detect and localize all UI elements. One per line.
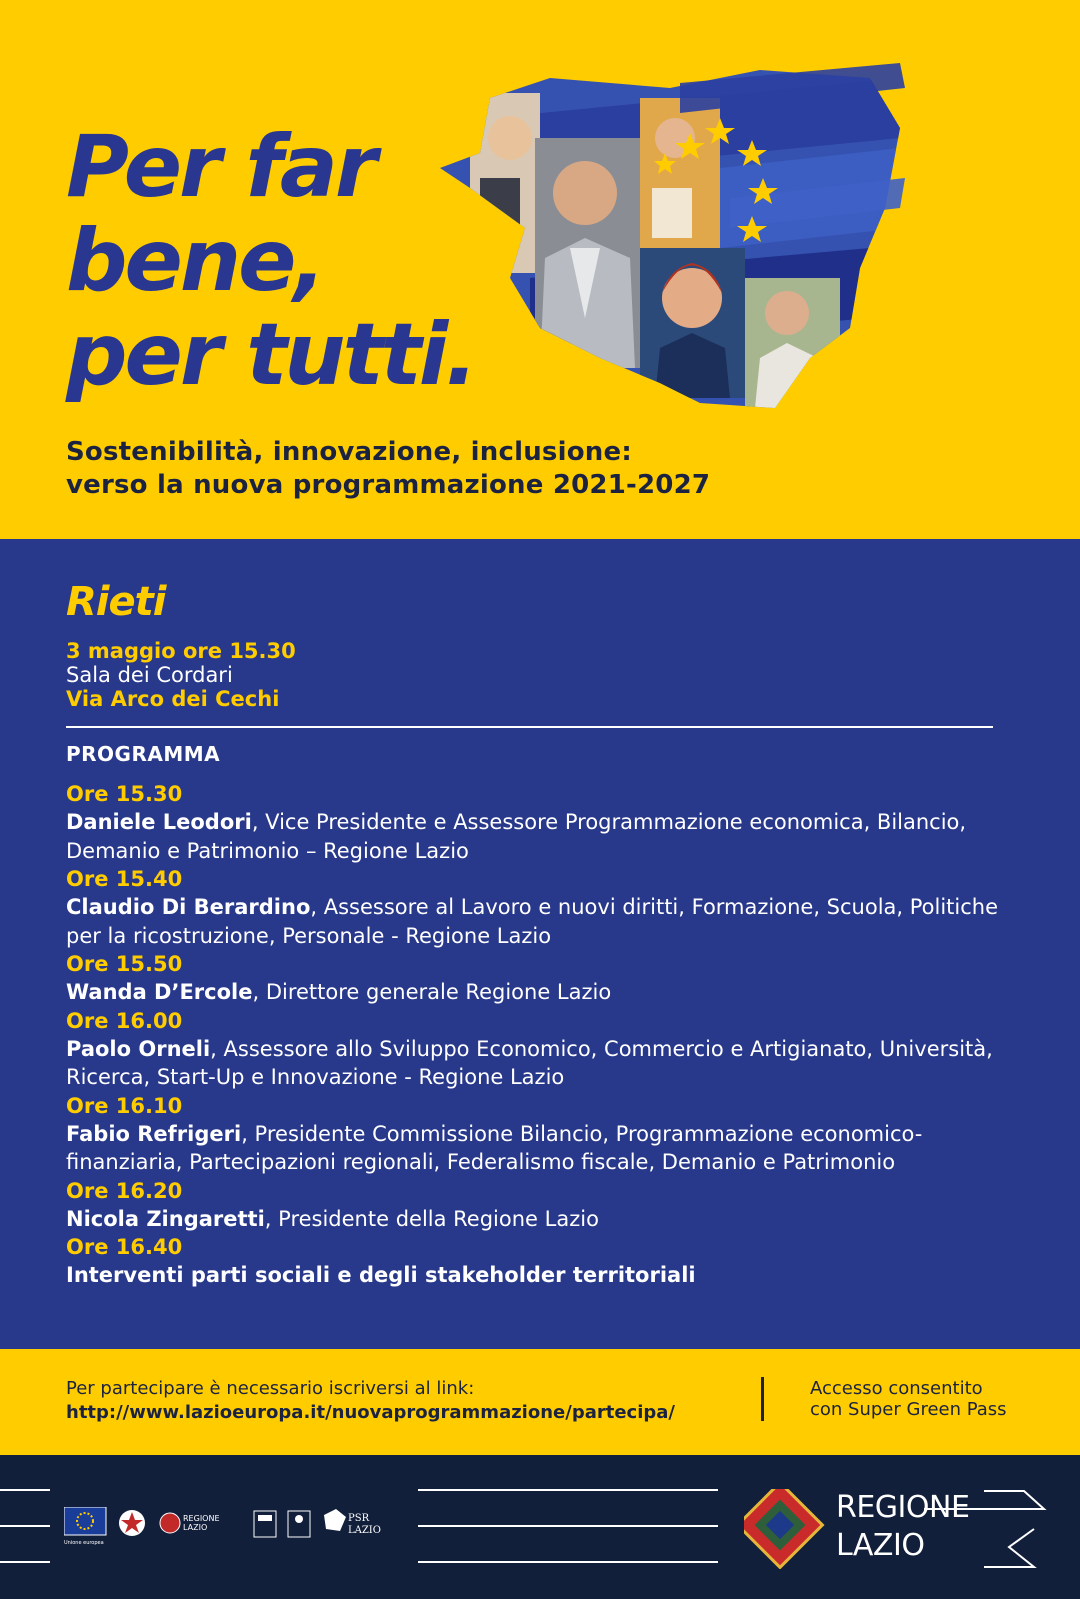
event-date-time: 3 maggio ore 15.30 bbox=[66, 639, 296, 663]
headline-line-2: bene, bbox=[66, 211, 324, 311]
event-city: Rieti bbox=[66, 579, 166, 625]
program-item bbox=[66, 1092, 1006, 1177]
partner-logos bbox=[64, 1507, 414, 1547]
subtitle bbox=[66, 436, 710, 502]
brand-lazio: LAZIO bbox=[836, 1528, 925, 1563]
footer-line bbox=[418, 1561, 718, 1563]
event-venue: Sala dei Cordari bbox=[66, 663, 233, 687]
program-item bbox=[66, 1007, 1006, 1092]
access-line-2: con Super Green Pass bbox=[810, 1399, 1007, 1420]
photo-collage bbox=[430, 58, 910, 423]
por-logo-icon bbox=[288, 1511, 310, 1537]
footer-line bbox=[418, 1525, 718, 1527]
program-item bbox=[66, 1233, 1006, 1290]
program-item bbox=[66, 950, 1006, 1007]
svg-text:LAZIO: LAZIO bbox=[348, 1525, 381, 1536]
regione-lazio-small-logo bbox=[160, 1513, 220, 1533]
speaker-name: Claudio Di Berardino bbox=[66, 895, 311, 919]
speaker-name: Interventi parti sociali e degli stakeholder territoriali bbox=[66, 1263, 696, 1287]
event-address: Via Arco dei Cechi bbox=[66, 687, 280, 711]
speaker-role: , Assessore allo Sviluppo Economico, Commercio e Artigianato, Università, Ricerca, Start-Up e Innovazione - Regione Lazio bbox=[66, 1036, 993, 1089]
program-item bbox=[66, 865, 1006, 950]
speaker-role: , Assessore al Lavoro e nuovi diritti, Formazione, Scuola, Politiche per la ricostruzione, Personale - Regione Lazio bbox=[66, 895, 999, 948]
registration-link[interactable]: http://www.lazioeuropa.it/nuovaprogrammazione/partecipa/ bbox=[66, 1402, 675, 1423]
speaker-role: , Direttore generale Regione Lazio bbox=[252, 980, 612, 1004]
program-time: Ore 15.40 bbox=[66, 867, 183, 891]
program-time: Ore 15.30 bbox=[66, 782, 183, 806]
program-title: PROGRAMMA bbox=[66, 742, 221, 766]
program-time: Ore 16.20 bbox=[66, 1178, 183, 1203]
svg-text:REGIONE: REGIONE bbox=[183, 1514, 220, 1523]
divider bbox=[66, 726, 993, 728]
hero-section bbox=[0, 0, 1080, 539]
eu-caption: Unione europea bbox=[64, 1540, 104, 1546]
speaker-name: Paolo Orneli bbox=[66, 1036, 211, 1061]
speaker-role: , Vice Presidente e Assessore Programmazione economica, Bilancio, Demanio e Patrimonio – Regione Lazio bbox=[66, 810, 967, 863]
footer-line bbox=[418, 1489, 718, 1491]
footer-line bbox=[0, 1561, 50, 1563]
speaker-role: , Presidente Commissione Bilancio, Programmazione economico-finanziaria, Partecipazioni regionali, Federalismo fiscale, Demanio e Patrimonio bbox=[66, 1121, 923, 1174]
brand-regione: REGIONE bbox=[836, 1490, 970, 1525]
eu-flag-icon bbox=[64, 1507, 106, 1546]
headline bbox=[66, 117, 475, 405]
psr-lazio-logo bbox=[324, 1509, 381, 1536]
vertical-separator bbox=[761, 1377, 764, 1421]
access-note bbox=[810, 1378, 1007, 1420]
subtitle-line-1: Sostenibilità, innovazione, inclusione: bbox=[66, 437, 632, 467]
program-time: Ore 16.10 bbox=[66, 1093, 183, 1118]
subtitle-line-2: verso la nuova programmazione 2021-2027 bbox=[66, 470, 711, 500]
svg-text:PSR: PSR bbox=[348, 1513, 370, 1524]
program-list bbox=[66, 780, 1006, 1290]
lazio-crest-icon bbox=[744, 1489, 822, 1567]
program-time: Ore 16.00 bbox=[66, 1008, 183, 1033]
program-item bbox=[66, 1177, 1006, 1234]
registration-section bbox=[0, 1349, 1080, 1455]
speaker-name: Nicola Zingaretti bbox=[66, 1206, 265, 1231]
speaker-name: Wanda D’Ercole bbox=[66, 980, 253, 1004]
program-section bbox=[0, 539, 1080, 1349]
program-time: Ore 15.50 bbox=[66, 952, 183, 976]
registration-note: Per partecipare è necessario iscriversi al link: bbox=[66, 1378, 475, 1399]
footer-line bbox=[0, 1489, 50, 1491]
svg-text:LAZIO: LAZIO bbox=[183, 1523, 208, 1532]
speaker-name: Fabio Refrigeri bbox=[66, 1121, 242, 1146]
speaker-role: , Presidente della Regione Lazio bbox=[264, 1206, 599, 1231]
italian-emblem-icon bbox=[119, 1510, 145, 1536]
footer-line bbox=[0, 1525, 50, 1527]
headline-line-1: Per far bbox=[66, 117, 375, 217]
access-line-1: Accesso consentito bbox=[810, 1378, 983, 1399]
fesr-logo-icon bbox=[254, 1511, 276, 1537]
program-item bbox=[66, 780, 1006, 865]
program-time: Ore 16.40 bbox=[66, 1235, 183, 1259]
speaker-name: Daniele Leodori bbox=[66, 810, 252, 834]
footer bbox=[0, 1455, 1080, 1599]
headline-line-3: per tutti. bbox=[66, 305, 475, 405]
